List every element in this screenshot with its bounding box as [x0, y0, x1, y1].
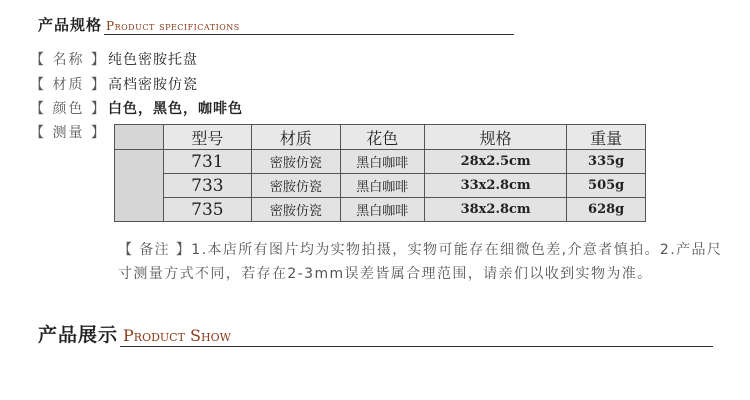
cell-model: 735 — [163, 198, 252, 222]
spec-title-en: Product specifications — [104, 19, 514, 35]
cell-pattern: 黑白咖啡 — [340, 150, 424, 174]
info-key-material: 【 材质 】 — [30, 77, 107, 93]
cell-pattern: 黑白咖啡 — [340, 174, 424, 198]
cell-pattern: 黑白咖啡 — [340, 198, 424, 222]
col-header-weight: 重量 — [567, 125, 646, 150]
info-row-name — [30, 48, 198, 70]
info-key-color: 【 颜色 】 — [30, 101, 107, 117]
info-value-material: 高档密胺仿瓷 — [108, 77, 198, 93]
spec-table — [114, 124, 646, 222]
spec-section-header — [38, 14, 514, 35]
cell-spec: 28x2.5cm — [424, 150, 566, 174]
show-section-header — [38, 320, 713, 347]
info-key-measure: 【 测量 】 — [30, 125, 107, 141]
cell-spec: 38x2.8cm — [424, 198, 566, 222]
info-row-measure — [30, 121, 107, 143]
cell-material: 密胺仿瓷 — [252, 198, 340, 222]
info-row-color — [30, 97, 243, 119]
table-row — [115, 198, 646, 222]
cell-weight: 628g — [567, 198, 646, 222]
col-header-material: 材质 — [252, 125, 340, 150]
cell-weight: 335g — [567, 150, 646, 174]
col-header-pattern: 花色 — [340, 125, 424, 150]
table-row — [115, 150, 646, 174]
col-header-spec: 规格 — [424, 125, 566, 150]
cell-model: 731 — [163, 150, 252, 174]
info-value-color: 白色，黑色，咖啡色 — [108, 101, 243, 117]
cell-model: 733 — [163, 174, 252, 198]
cell-spec: 33x2.8cm — [424, 174, 566, 198]
cell-material: 密胺仿瓷 — [252, 174, 340, 198]
table-corner-cell — [115, 125, 164, 150]
table-header-row — [115, 125, 646, 150]
note-text: 【 备注 】1.本店所有图片均为实物拍摄，实物可能存在细微色差,介意者慎拍。2.产品尺寸测量方式不同，若存在2-3mm误差皆属合理范围，请亲们以收到实物为准。 — [118, 242, 723, 282]
col-header-model: 型号 — [163, 125, 252, 150]
table-side-cell — [115, 150, 164, 222]
spec-title-cn: 产品规格 — [38, 16, 103, 34]
cell-weight: 505g — [567, 174, 646, 198]
info-value-name: 纯色密胺托盘 — [108, 52, 198, 68]
info-key-name: 【 名称 】 — [30, 52, 107, 68]
info-row-material — [30, 73, 198, 95]
show-title-en: Product Show — [120, 326, 713, 347]
show-title-cn: 产品展示 — [38, 324, 119, 346]
cell-material: 密胺仿瓷 — [252, 150, 340, 174]
table-row — [115, 174, 646, 198]
